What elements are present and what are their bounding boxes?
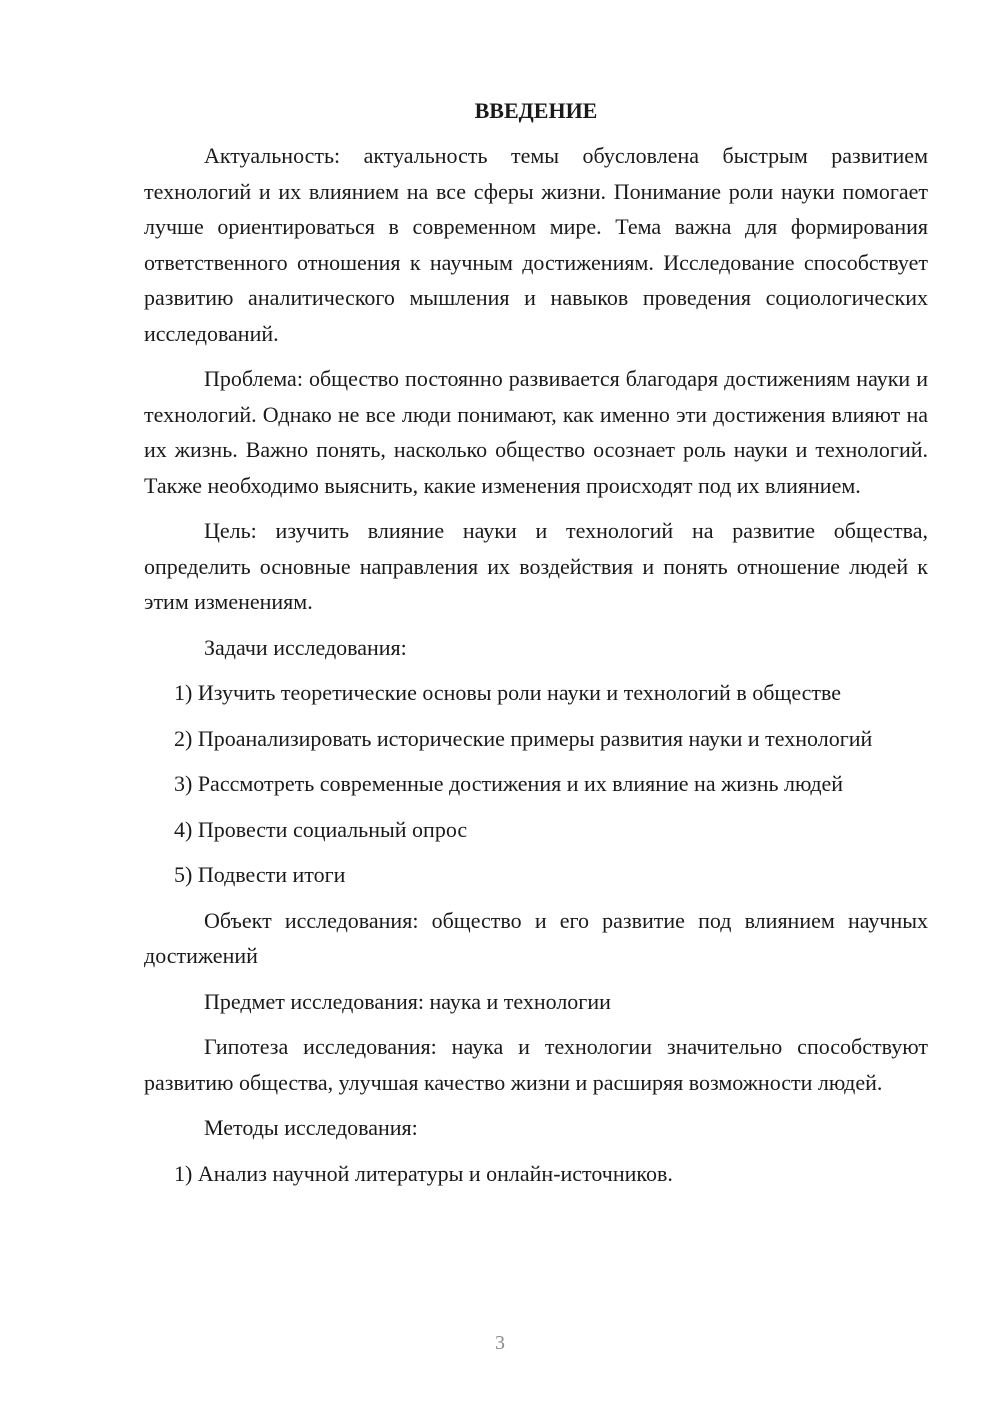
- object-paragraph: Объект исследования: общество и его развитие под влиянием научных достижений: [144, 907, 928, 968]
- task-item: 4) Провести социальный опрос: [174, 816, 468, 842]
- document-page: [144, 94, 928, 1201]
- methods-heading: Методы исследования:: [204, 1115, 418, 1140]
- task-item: 3) Рассмотреть современные достижения и их влияние на жизнь людей: [174, 771, 844, 796]
- problem-paragraph: Проблема: общество постоянно развивается благодаря достижениям науки и технологий. Однако не все люди понимают, как именно эти достижения влияют на их жизнь. Важно понять, насколько общество осознает роль науки и технологий. Также необходимо выяснить, какие изменения происходят под их влиянием.: [144, 366, 928, 498]
- task-item: 2) Проанализировать исторические примеры развития науки и технологий: [174, 725, 873, 751]
- subject-paragraph: Предмет исследования: наука и технологии: [204, 988, 611, 1014]
- task-item: 5) Подвести итоги: [174, 862, 346, 887]
- relevance-paragraph: Актуальность: актуальность темы обусловлена быстрым развитием технологий и их влиянием на все сферы жизни. Понимание роли науки помогает лучше ориентироваться в современном мире. Тема важна для формирования ответственного отношения к научным достижениям. Исследование способствует развитию аналитического мышления и навыков проведения социологических исследований.: [144, 143, 928, 346]
- tasks-heading: Задачи исследования:: [204, 634, 407, 660]
- task-item: 1) Изучить теоретические основы роли науки и технологий в обществе: [174, 680, 842, 705]
- hypothesis-paragraph: Гипотеза исследования: наука и технологии значительно способствуют развитию общества, улучшая качество жизни и расширяя возможности людей.: [144, 1034, 928, 1095]
- page-title: ВВЕДЕНИЕ: [474, 98, 598, 123]
- method-item: 1) Анализ научной литературы и онлайн-источников.: [174, 1160, 673, 1186]
- goal-paragraph: Цель: изучить влияние науки и технологий на развитие общества, определить основные направления их воздействия и понять отношение людей к этим изменениям.: [144, 518, 928, 614]
- page-number: 3: [495, 1332, 505, 1354]
